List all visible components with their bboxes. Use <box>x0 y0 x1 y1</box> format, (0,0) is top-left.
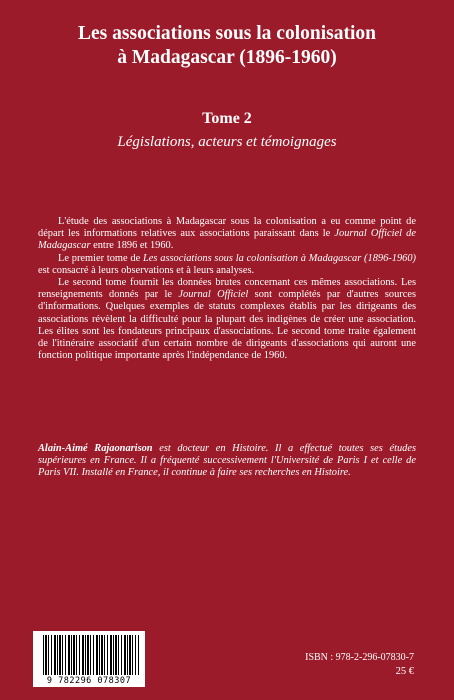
summary-paragraph-3: Le second tome fournit les données brutes concernant ces mêmes associations. Les renseignements donnés par le Journal Officiel sont complétés par d'autres sources d'informations. Quelques exemples de statuts complexes établis par les dirigeants des associations révèlent la difficulté pour la plupart des indigènes de créer une association. Les élites sont les fondateurs principaux d'associations. Le second tome traite également de l'itinéraire associatif d'un certain nombre de dirigeants d'associations qui auront une fonction politique importante après l'indépendance de 1960. <box>38 277 416 362</box>
summary-paragraph-1: L'étude des associations à Madagascar sous la colonisation a eu comme point de départ les informations relatives aux associations paraissant dans le Journal Officiel de Madagascar entre 1896 et 1960. <box>38 216 416 252</box>
barcode <box>33 631 145 687</box>
isbn: ISBN : 978-2-296-07830-7 <box>305 652 414 663</box>
summary-text <box>38 216 416 362</box>
author-bio-text: est docteur en Histoire. Il a effectué toutes ses études supérieures en France. Il a fréquenté successivement l'Université de Paris I et celle de Paris VII. Installé en France, il continue à faire ses recherches en Histoire. <box>38 443 416 479</box>
book-subtitle: Législations, acteurs et témoignages <box>117 134 337 150</box>
title-line-2: à Madagascar (1896-1960) <box>117 47 337 68</box>
barcode-number: 9 782296 078307 <box>46 676 132 686</box>
book-title <box>20 22 434 70</box>
price: 25 € <box>395 666 414 677</box>
summary-paragraph-2: Le premier tome de Les associations sous la colonisation à Madagascar (1896-1960) est consacré à leurs observations et à leurs analyses. <box>38 252 416 276</box>
author-bio <box>38 443 416 480</box>
book-reference: Les associations sous la colonisation à Madagascar (1896-1960) <box>143 252 416 264</box>
journal-title: Journal Officiel de Madagascar <box>38 228 416 252</box>
barcode-bars <box>43 635 139 675</box>
volume-label: Tome 2 <box>202 110 252 127</box>
title-line-1: Les associations sous la colonisation <box>78 23 376 44</box>
journal-title-short: Journal Officiel <box>178 289 249 301</box>
author-name: Alain-Aimé Rajaonarison <box>38 443 153 454</box>
